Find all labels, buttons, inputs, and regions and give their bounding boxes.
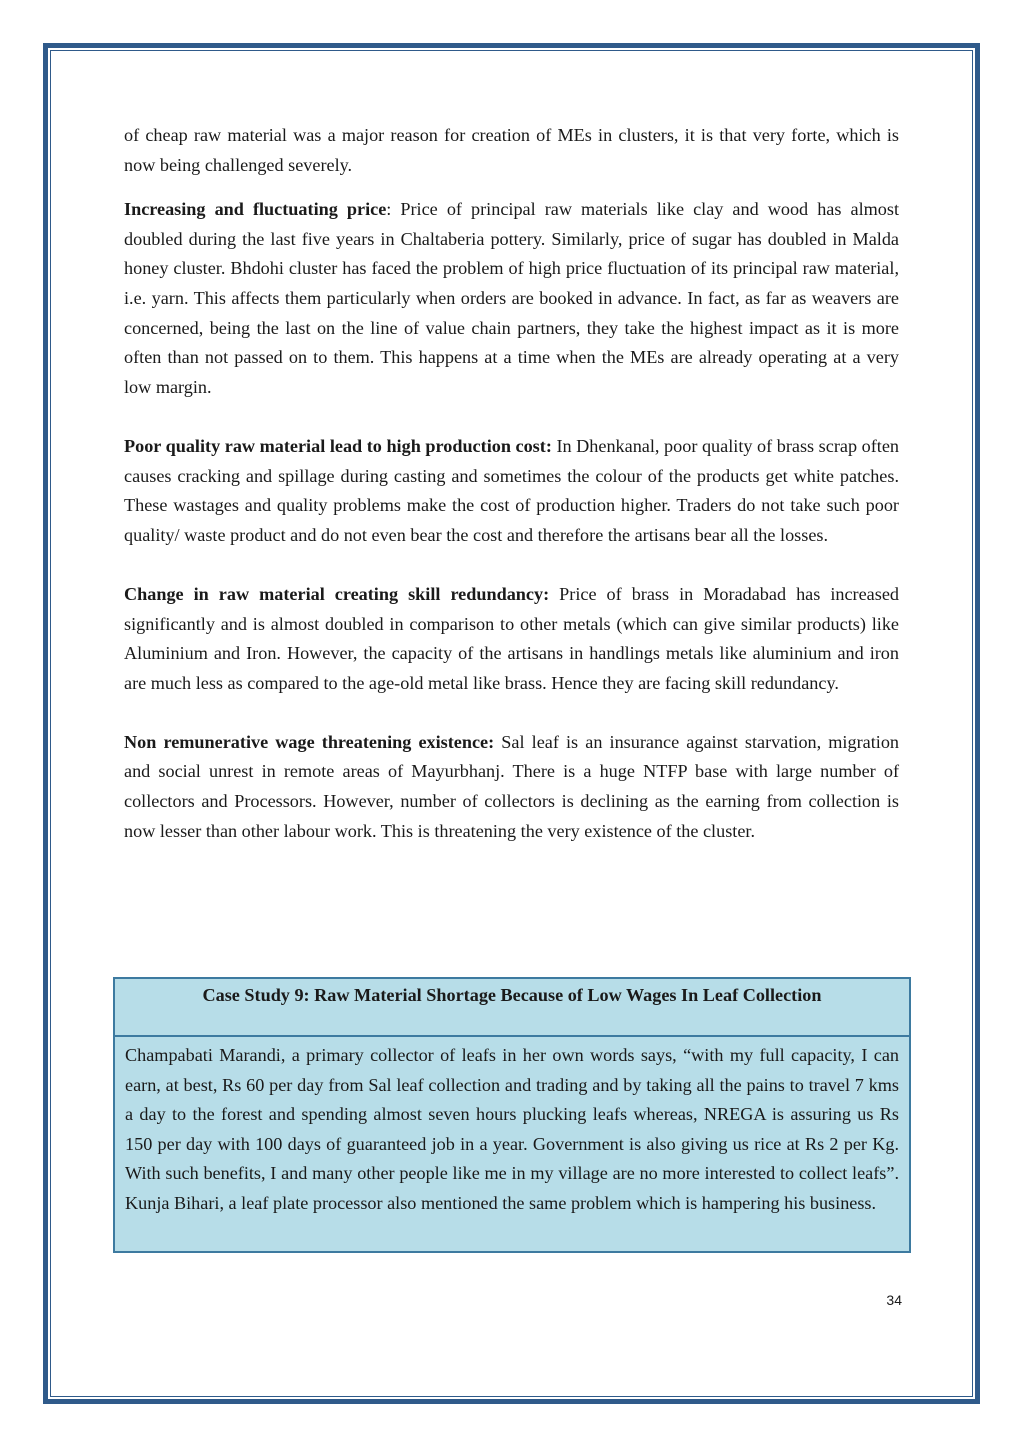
- heading-price: Increasing and fluctuating price: [124, 199, 387, 220]
- heading-skill: Change in raw material creating skill redundancy:: [124, 583, 550, 604]
- intro-paragraph: of cheap raw material was a major reason for creation of MEs in clusters, it is that very forte, which is now being challenged severely.: [124, 125, 899, 175]
- paragraph-wage: [124, 728, 899, 846]
- heading-quality: Poor quality raw material lead to high production cost:: [124, 435, 552, 456]
- case-study-box: [113, 977, 911, 1253]
- paragraph-price: [124, 195, 899, 402]
- text-price: : Price of principal raw materials like clay and wood has almost doubled during the last five years in Chaltaberia pottery. Similarly, price of sugar has doubled in Malda honey cluster. Bhdohi cluster has faced the problem of high price fluctuation of its principal raw material, i.e. yarn. This affects them particularly when orders are booked in advance. In fact, as far as weavers are concerned, being the last on the line of value chain partners, they take the highest impact as it is more often than not passed on to them. This happens at a time when the MEs are already operating at a very low margin.: [124, 199, 900, 397]
- paragraph-quality: [124, 432, 899, 550]
- page-number: 34: [886, 1292, 902, 1308]
- main-content: [124, 121, 899, 846]
- text-skill: Price of brass in Moradabad has increased significantly and is almost doubled in comparison to other metals (which can give similar products) like Aluminium and Iron. However, the capacity of the artisans in handlings metals like aluminium and iron are much less as compared to the age-old metal like brass. Hence they are facing skill redundancy.: [124, 583, 899, 693]
- text-wage: Sal leaf is an insurance against starvation, migration and social unrest in remote areas of Mayurbhanj. There is a huge NTFP base with large number of collectors and Processors. However, number of collectors is declining as the earning from collection is now lesser than other labour work. This is threatening the very existence of the cluster.: [124, 731, 900, 841]
- text-quality: In Dhenkanal, poor quality of brass scrap often causes cracking and spillage during casting and sometimes the colour of the products get white patches. These wastages and quality problems make the cost of production higher. Traders do not take such poor quality/ waste product and do not even bear the cost and therefore the artisans bear all the losses.: [124, 435, 899, 545]
- case-study-title: Case Study 9: Raw Material Shortage Because of Low Wages In Leaf Collection: [115, 979, 909, 1037]
- paragraph-skill: [124, 580, 899, 698]
- case-study-body: Champabati Marandi, a primary collector of leafs in her own words says, “with my full capacity, I can earn, at best, Rs 60 per day from Sal leaf collection and trading and by taking all the pains to travel 7 kms a day to the forest and spending almost seven hours plucking leafs whereas, NREGA is assuring us Rs 150 per day with 100 days of guaranteed job in a year. Government is also giving us rice at Rs 2 per Kg. With such benefits, I and many other people like me in my village are no more interested to collect leafs”. Kunja Bihari, a leaf plate processor also mentioned the same problem which is hampering his business.: [125, 1045, 899, 1213]
- heading-wage: Non remunerative wage threatening existence:: [124, 731, 495, 752]
